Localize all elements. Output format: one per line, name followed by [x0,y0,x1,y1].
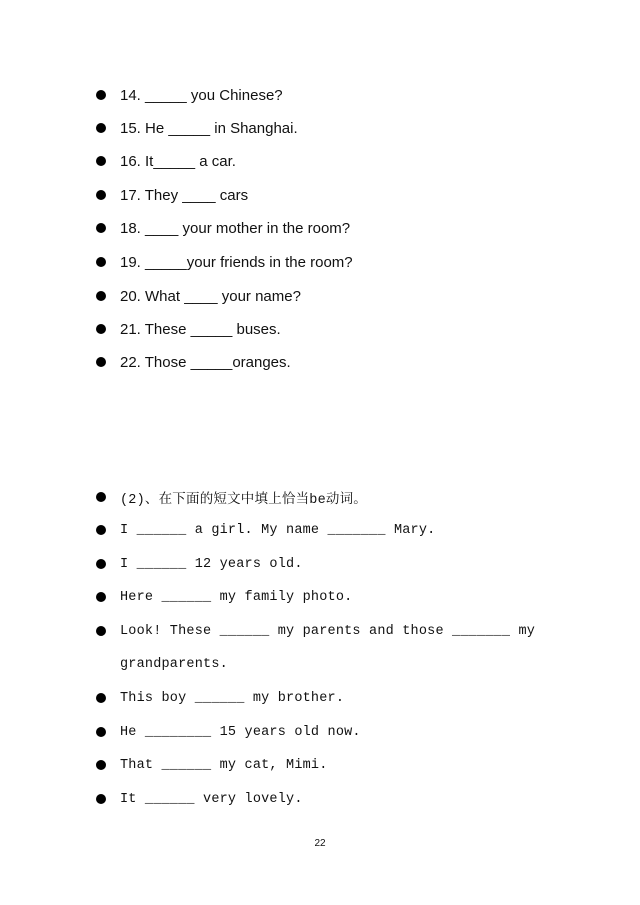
bullet-icon [96,156,106,166]
bullet-icon [96,760,106,770]
bullet-icon [96,592,106,602]
passage-line-1 [96,518,556,542]
exercise-text: 22. Those _____oranges. [120,353,291,371]
bullet-icon [96,223,106,233]
section-heading [96,485,556,509]
bullet-icon [96,257,106,267]
bullet-icon [96,357,106,367]
passage-text: This boy ______ my brother. [120,690,345,706]
bullet-icon [96,525,106,535]
exercise-18 [96,216,556,240]
exercise-20 [96,284,556,308]
exercise-text: 17. They ____ cars [120,186,249,204]
passage-line-2 [96,552,556,576]
passage-text: Look! These ______ my parents and those _______ my [120,623,536,639]
passage-text: That ______ my cat, Mimi. [120,757,328,773]
exercise-text: 16. It_____ a car. [120,152,236,170]
bullet-icon [96,626,106,636]
passage-text: It ______ very lovely. [120,791,303,807]
exercise-15 [96,116,556,140]
exercise-text: 14. _____ you Chinese? [120,86,283,104]
passage-line-8 [96,787,556,811]
exercise-text: 21. These _____ buses. [120,320,281,338]
bullet-icon [96,693,106,703]
section-heading-text: (2)、在下面的短文中填上恰当be动词。 [120,492,368,508]
passage-line-5 [96,686,556,710]
passage-line-3 [96,585,556,609]
exercise-text: 18. ____ your mother in the room? [120,219,351,237]
bullet-icon [96,291,106,301]
exercise-text: 19. _____your friends in the room? [120,253,353,271]
page-number: 22 [314,838,326,849]
bullet-icon [96,727,106,737]
passage-text: I ______ 12 years old. [120,556,303,572]
passage-line-4 [96,619,556,643]
passage-line-6 [96,720,556,744]
bullet-icon [96,559,106,569]
exercise-16 [96,149,556,173]
bullet-icon [96,794,106,804]
exercise-19 [96,250,556,274]
bullet-icon [96,492,106,502]
exercise-14 [96,83,556,107]
bullet-icon [96,324,106,334]
bullet-icon [96,190,106,200]
exercise-22 [96,350,556,374]
passage-text: He ________ 15 years old now. [120,724,361,740]
passage-text: I ______ a girl. My name _______ Mary. [120,522,436,538]
bullet-icon [96,123,106,133]
exercise-17 [96,183,556,207]
passage-line-7 [96,753,556,777]
passage-text: Here ______ my family photo. [120,589,353,605]
exercise-text: 15. He _____ in Shanghai. [120,119,298,137]
passage-line-4-continuation: grandparents. [120,656,228,672]
exercise-21 [96,317,556,341]
bullet-icon [96,90,106,100]
exercise-text: 20. What ____ your name? [120,287,301,305]
